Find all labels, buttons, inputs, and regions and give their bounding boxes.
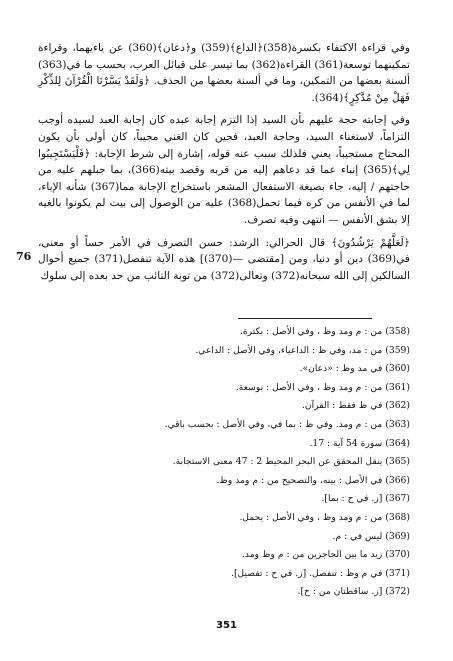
footnote-372: (372) [ز. ساقطتان من : ح]. [297,586,410,598]
footnote-363: (363) من : م ومد. وفي ظ : بما في، وفي الأصل : بحسب باقي. [164,418,410,430]
footnote-365: (365) ينقل المحقق عن البحر المحيط 2 : 47 معنى الاستجابة. [172,456,410,468]
page-number: 351 [216,620,237,631]
footnote-separator [238,318,372,319]
footnote-370: (370) زيد ما بين الحاجزين من : م وظ ومد. [242,549,410,561]
page-body [38,40,410,290]
footnotes [38,323,410,602]
footnote-371: (371) في م وظ : تنفصل. [ز. في ح : تفصيل]. [231,567,410,579]
margin-number: 76 [16,250,32,263]
paragraph-1: وفي قراءة الاكتفاء بكسرة(358)﴿الداع﴾(359) و﴿دعان﴾(360) عن ياءيهما، وقراءة تمكينهما توسعة(361) القراءة(362) بما تيسر على قبائل العرب، بحسب ما في(363) ألسنة بعضها من التمكين، وما في ألسنة بعضها من الحذف. ﴿وَلَقَدْ يَسَّرْنَا الْقُرْآنَ لِلذِّكْرِ فَهَلْ مِنْ مُدَّكِرٍ﴾(364). [38,42,411,104]
footnote-364: (364) سورة 54 آية : 17. [309,437,410,449]
footnote-359: (359) من : مد، وفي ظ : الداعياء، وفي الأصل : الداعي. [195,344,410,356]
paragraph-2: وفي إجابته حجة عليهم بأن السيد إذا التزم إجابة عبده كان إجابة العبد لسيده أوجب التزاماً، لاستغناء السيد، وحاجة العبد، فحين كان الغني مجيباً، كان أولى بأن يكون المحتاج مستجيباً، يعني فلذلك سبب عنه قوله، إشارة إلى شرط الإجابة: ﴿فَلْيَسْتَجِيبُوا لِي﴾(365) إنباء عما قد دعاهم إليه من قربه وقصد بيته(366)، بما جبلهم عليه من حاجتهم / إليه، جاء بصيغة الاستفعال المشعر باستخراج الإجابة مما(367) شأنه الإباء، لما في الأنفس من كره فيما تحمل(368) عليه من الوصول إلى بيت لم يكونوا بالغيه إلا بشق الأنفس — انتهى وفيه تصرف. [38,114,410,226]
footnote-367: (367) [ز. في ح : بما]. [321,493,410,505]
footnote-369: (369) ليس في : م. [332,530,410,542]
footnote-358: (358) من : م ومد وظ ، وفي الأصل : بكثرة. [239,326,410,337]
footnote-362: (362) في ظ فقط : القرآن. [301,400,410,412]
footnote-360: (360) في مد وظ : «دعان». [299,363,410,375]
footnote-361: (361) من : م ومد وظ ، وفي الأصل : بوسعة. [235,381,410,393]
footnote-368: (368) من : م ومد وظ ، وفي الأصل : يحمل. [239,511,410,523]
main-text [38,40,410,284]
footnote-366: (366) في الأصل : بينه، والتصحيح من : م ومد وظ. [216,474,410,486]
paragraph-3: ﴿لَعَلَّهُمْ يَرْشُدُونَ﴾ قال الحرالي: الرشد: حسن التصرف في الأمر حساً أو معنى، في(369) دين أو دنيا، ومن [مقتضى —(370)] هذه الآية تنفصل(371) جميع أحوال السالكين إلى الله سبحانه(372) وتعالى(372) من توبة التائب من حد بعده إلى سلوك [38,236,410,282]
